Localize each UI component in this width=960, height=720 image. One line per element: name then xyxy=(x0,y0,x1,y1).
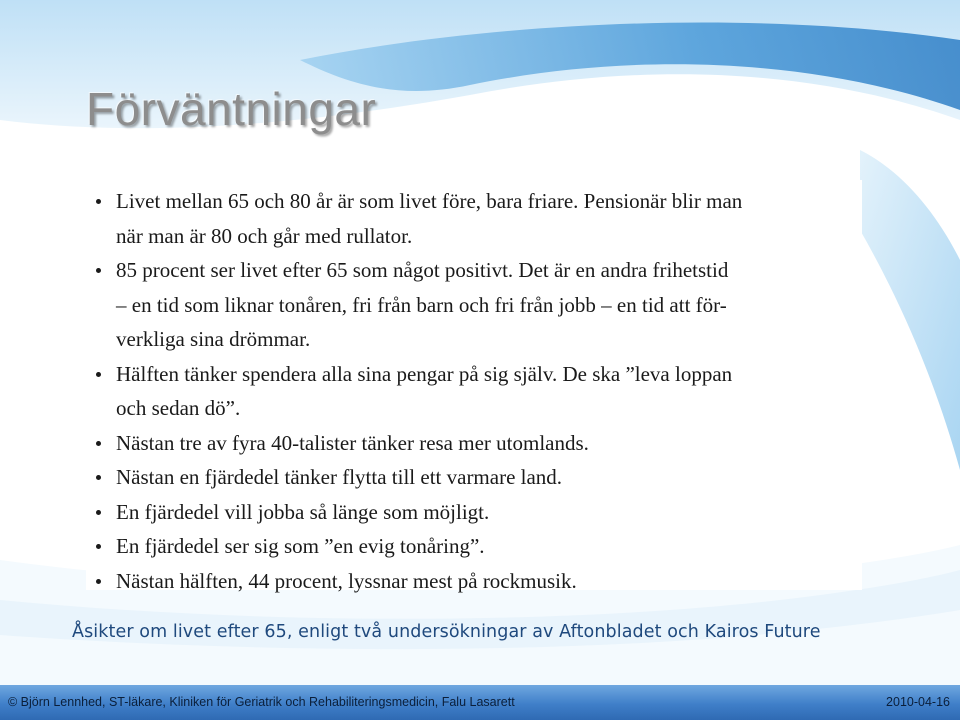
bullet-line: och sedan dö”. xyxy=(116,396,241,420)
bullet-dot-icon xyxy=(96,372,101,377)
source-caption: Åsikter om livet efter 65, enligt två undersökningar av Aftonbladet och Kairos Future xyxy=(72,622,821,642)
bullet-item xyxy=(94,529,862,564)
bullet-dot-icon xyxy=(96,441,101,446)
bullet-line: Nästan en fjärdedel tänker flytta till ett varmare land. xyxy=(116,465,563,489)
bullet-item xyxy=(94,426,862,461)
bullet-dot-icon xyxy=(96,199,101,204)
slide-title: Förväntningar xyxy=(86,83,377,135)
bullet-dot-icon xyxy=(96,268,101,273)
bullet-list xyxy=(94,184,862,598)
bullet-dot-icon xyxy=(96,475,101,480)
bullet-line: Hälften tänker spendera alla sina pengar på sig själv. De ska ”leva loppan xyxy=(116,361,733,386)
bullet-line: när man är 80 och går med rullator. xyxy=(116,223,413,248)
bullet-item xyxy=(94,495,862,530)
footer-bar xyxy=(0,685,960,720)
bullet-dot-icon xyxy=(96,510,101,515)
footer-date: 2010-04-16 xyxy=(886,695,950,709)
bullet-line: En fjärdedel ser sig som ”en evig tonåring”. xyxy=(116,534,485,558)
bullet-item xyxy=(94,184,862,253)
bullet-line: Nästan hälften, 44 procent, lyssnar mest på rockmusik. xyxy=(116,568,577,593)
bullet-line: Nästan tre av fyra 40-talister tänker resa mer utomlands. xyxy=(116,430,589,455)
bullet-dot-icon xyxy=(96,579,101,584)
bullet-item xyxy=(94,460,862,495)
bullet-dot-icon xyxy=(96,544,101,549)
bullet-line: verkliga sina drömmar. xyxy=(116,327,311,351)
bullet-line: 85 procent ser livet efter 65 som något positivt. Det är en andra frihetstid xyxy=(116,258,729,282)
bullet-line: – en tid som liknar tonåren, fri från barn och fri från jobb – en tid att för- xyxy=(116,292,727,317)
bullet-item xyxy=(94,564,862,599)
bullet-line: En fjärdedel vill jobba så länge som möjligt. xyxy=(116,499,490,524)
bullet-item xyxy=(94,357,862,426)
bullet-line: Livet mellan 65 och 80 år är som livet före, bara friare. Pensionär blir man xyxy=(116,189,743,213)
footer-author: © Björn Lennhed, ST-läkare, Kliniken för Geriatrik och Rehabiliteringsmedicin, Falu Lasarett xyxy=(8,695,515,709)
bullet-item xyxy=(94,253,862,357)
